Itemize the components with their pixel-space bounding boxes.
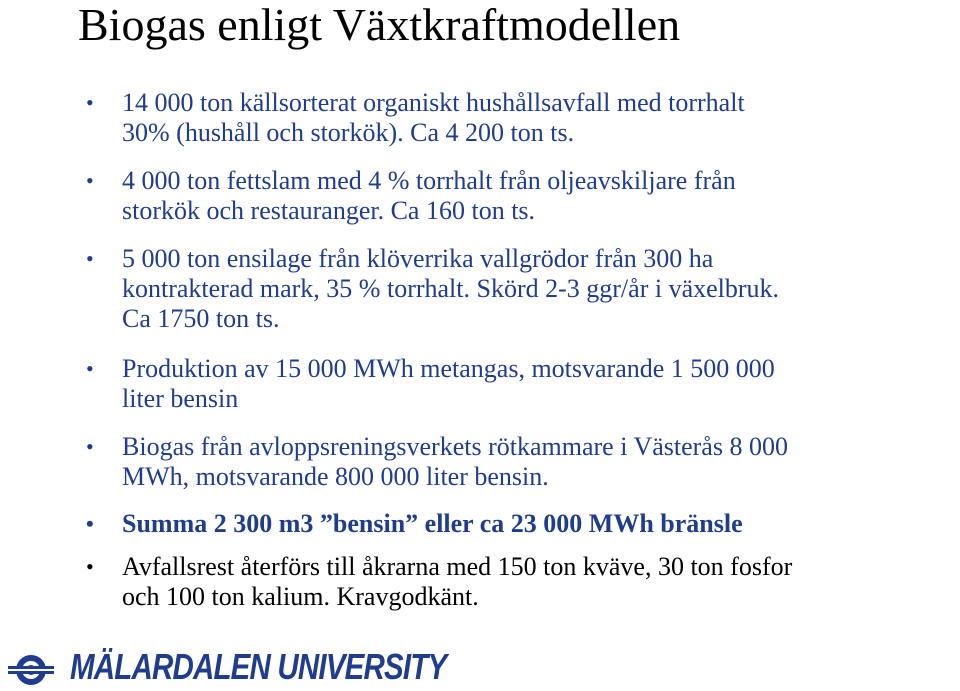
bullet-marker: • [86,434,94,459]
bullet-marker: • [86,246,94,271]
bullet-marker: • [86,168,94,193]
bullet-line: kontrakterad mark, 35 % torrhalt. Skörd 2-3 ggr/år i växelbruk. [122,274,780,303]
bullet-item [86,166,958,226]
bullet-item [86,509,958,539]
bullet-item [86,354,958,414]
bullet-line: storkök och restauranger. Ca 160 ton ts. [122,196,536,225]
bullet-line: liter bensin [122,384,239,413]
bullet-item [86,552,958,612]
bullet-line: Produktion av 15 000 MWh metangas, motsvarande 1 500 000 [122,354,775,383]
bullet-line: Summa 2 300 m3 ”bensin” eller ca 23 000 MWh bränsle [122,509,743,538]
bullet-line: 4 000 ton fettslam med 4 % torrhalt från oljeavskiljare från [122,166,736,195]
bullet-marker: • [86,554,94,579]
bullet-marker: • [86,356,94,381]
bullet-line: och 100 ton kalium. Kravgodkänt. [122,582,479,611]
bullet-marker: • [86,90,94,115]
bullet-item [86,432,958,492]
bullet-line: 30% (hushåll och storkök). Ca 4 200 ton ts. [122,118,575,147]
slide-title: Biogas enligt Växtkraftmodellen [78,0,681,50]
bullet-line: MWh, motsvarande 800 000 liter bensin. [122,462,549,491]
bullet-marker: • [86,511,94,536]
bullet-line: Avfallsrest återförs till åkrarna med 150 ton kväve, 30 ton fosfor [122,552,793,581]
bullet-line: 14 000 ton källsorterat organiskt hushållsavfall med torrhalt [122,88,745,117]
bullet-item [86,244,958,334]
bullet-line: Biogas från avloppsreningsverkets rötkammare i Västerås 8 000 [122,432,788,461]
university-logo-icon [8,652,54,688]
bullet-item [86,88,958,148]
bullet-line: 5 000 ton ensilage från klöverrika vallgrödor från 300 ha [122,244,714,273]
university-brand-name: MÄLARDALEN UNIVERSITY [70,646,447,687]
bullet-line: Ca 1750 ton ts. [122,304,280,333]
